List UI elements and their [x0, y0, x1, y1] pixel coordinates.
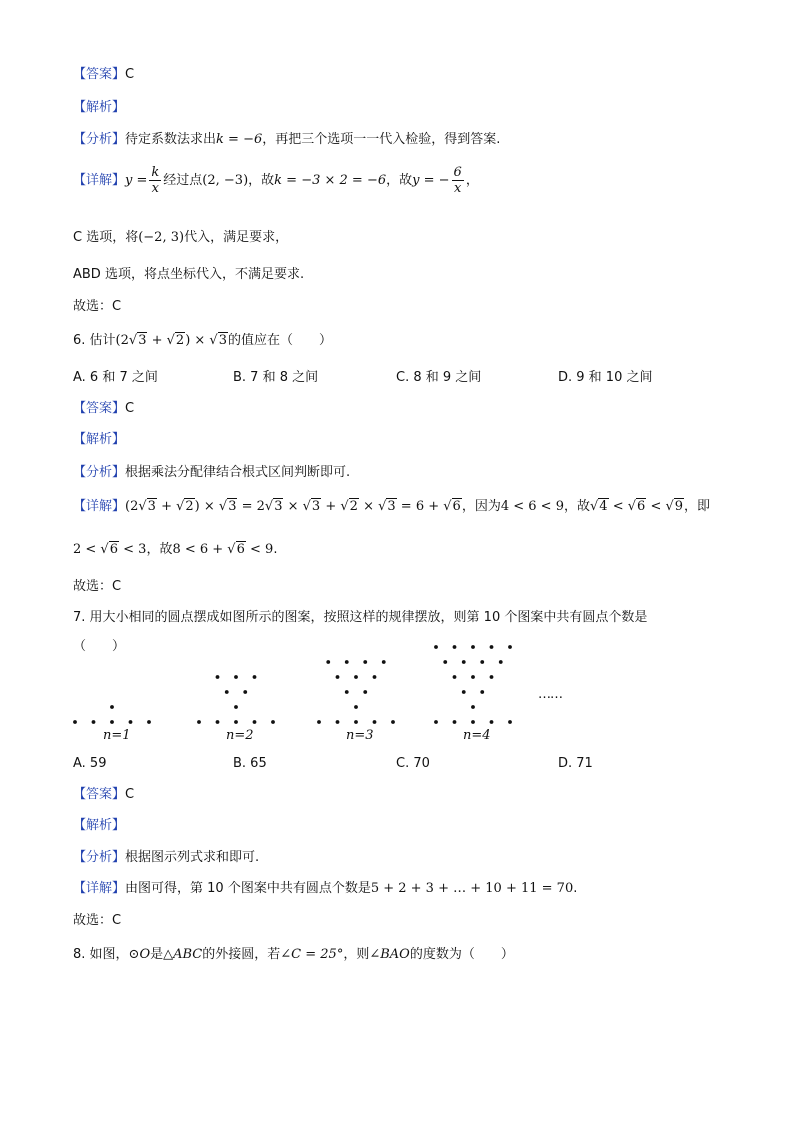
pattern-dot: [92, 720, 96, 724]
detail-end: .: [573, 881, 578, 896]
q7-stem-2: （ ）: [73, 639, 126, 654]
q7-stem: 7. 用大小相同的圆点摆成如图所示的图案，按照这样的规律摆放，则第 10 个图案中共有圆点个数是: [73, 610, 648, 625]
fenxi-text: 待定系数法求出: [125, 132, 217, 147]
pattern-dot: [471, 645, 475, 649]
q8-angle-bao: ∠BAO: [369, 947, 410, 962]
answer-value: C: [125, 67, 135, 82]
q7-option-b: B. 65: [233, 756, 267, 771]
q8-stem-text-5: 的度数为（ ）: [409, 947, 514, 962]
q7-option-a: A. 59: [73, 756, 107, 771]
pattern-dot: [443, 660, 447, 664]
q6-choose-line: 故选：C: [73, 579, 122, 594]
pattern-dot: [336, 675, 340, 679]
q6-range: 2 < √6 < 3: [73, 542, 147, 557]
pattern-dot: [373, 720, 377, 724]
pattern-dot: [253, 675, 257, 679]
answer-tag: 【答案】: [73, 67, 126, 82]
detail-text: 由图可得，第 10 个图案中共有圆点个数是: [125, 881, 371, 896]
pattern-dot: [110, 720, 114, 724]
q8-stem-text: 8. 如图，: [73, 947, 129, 962]
pattern-dot: [508, 645, 512, 649]
q7-option-d: D. 71: [558, 756, 593, 771]
q7-detail-line: [73, 880, 577, 898]
answer-tag: 【答案】: [73, 787, 126, 802]
detail-k-eq: k = −3 × 2 = −6: [274, 173, 387, 188]
pattern-dot: [508, 720, 512, 724]
pattern-dot: [253, 720, 257, 724]
pattern-dot: [453, 675, 457, 679]
pattern-label-4: n=4: [463, 728, 491, 743]
pattern-dot: [391, 720, 395, 724]
q7-analysis-line: [73, 817, 125, 835]
q5-abd-line: ABD 选项，将点坐标代入，不满足要求.: [73, 267, 305, 282]
pattern-dot: [336, 720, 340, 724]
fenxi-tag: 【分析】: [73, 850, 126, 865]
fraction-num: 6: [453, 165, 462, 180]
pattern-dot: [382, 660, 386, 664]
answer-value: C: [125, 787, 135, 802]
pattern-ellipsis: ……: [538, 687, 562, 702]
detail-y: y =: [125, 173, 148, 188]
pattern-dot: [326, 660, 330, 664]
pattern-dot: [225, 690, 229, 694]
pattern-dot: [471, 675, 475, 679]
pattern-dot: [434, 720, 438, 724]
analysis-tag: 【解析】: [73, 818, 126, 833]
pattern-dot: [490, 645, 494, 649]
q7-answer-line: [73, 786, 134, 804]
pattern-dot: [73, 720, 77, 724]
detail-y2: y = −: [412, 173, 450, 188]
pattern-dot: [490, 675, 494, 679]
q6-option-c: C. 8 和 9 之间: [396, 370, 482, 385]
q8-stem-text-4: ，则: [343, 947, 370, 962]
fenxi-text: 根据图示列式求和即可.: [125, 850, 260, 865]
pattern-dot: [129, 720, 133, 724]
fraction-num: k: [151, 165, 160, 180]
answer-value: C: [125, 401, 135, 416]
pattern-dot: [462, 690, 466, 694]
pattern-dot: [480, 660, 484, 664]
pattern-dot: [345, 660, 349, 664]
detail-math: 5 + 2 + 3 + … + 10 + 11 = 70: [370, 881, 574, 896]
q8-angle: ∠C = 25°: [280, 947, 344, 962]
pattern-dot: [499, 660, 503, 664]
q7-option-c: C. 70: [396, 756, 430, 771]
detail-pass: 经过点: [163, 173, 203, 188]
pattern-dot: [354, 675, 358, 679]
detail-ji: ，即: [684, 499, 711, 514]
c-line-text: C 选项，将: [73, 230, 139, 245]
pattern-dot: [234, 705, 238, 709]
detail-so2: ，故: [386, 173, 413, 188]
c-line-point: (−2, 3): [138, 230, 185, 245]
detail-so: ，故: [563, 499, 590, 514]
q6-stem-text: 6. 估计: [73, 333, 116, 348]
pattern-label-1: n=1: [103, 728, 131, 743]
pattern-dot: [243, 690, 247, 694]
q8-circle: ⊙O: [128, 947, 151, 962]
detail-because: ，因为: [461, 499, 501, 514]
fraction-den: x: [454, 181, 462, 196]
q6-option-d: D. 9 和 10 之间: [558, 370, 653, 385]
pattern-dot: [271, 720, 275, 724]
q8-stem-text-2: 是: [150, 947, 164, 962]
answer-tag: 【答案】: [73, 401, 126, 416]
pattern-dot: [216, 675, 220, 679]
pattern-dot: [363, 690, 367, 694]
q6-expression: (2√3 + √2) × √3: [115, 333, 227, 348]
q6-detail-line-2: 2 < √6 < 3，故8 < 6 + √6 < 9.: [73, 542, 278, 557]
pattern-dot: [490, 720, 494, 724]
pattern-dot: [197, 720, 201, 724]
pattern-dot: [462, 660, 466, 664]
pattern-label-2: n=2: [226, 728, 254, 743]
fenxi-tag: 【分析】: [73, 465, 126, 480]
pattern-label-3: n=3: [346, 728, 374, 743]
pattern-dot: [480, 690, 484, 694]
detail-so2: ，故: [146, 542, 173, 557]
detail-end: ，: [465, 173, 479, 188]
pattern-dot: [453, 645, 457, 649]
q7-fenxi-line: [73, 849, 259, 867]
pattern-dot: [147, 720, 151, 724]
q6-option-a: A. 6 和 7 之间: [73, 370, 158, 385]
fraction-den: x: [151, 181, 159, 196]
pattern-dot: [471, 720, 475, 724]
pattern-dot: [471, 705, 475, 709]
q8-triangle: △ABC: [163, 947, 203, 962]
analysis-tag: 【解析】: [73, 100, 126, 115]
pattern-dot: [110, 705, 114, 709]
fenxi-text: 根据乘法分配律结合根式区间判断即可.: [125, 465, 351, 480]
pattern-dot: [345, 690, 349, 694]
pattern-dot: [354, 705, 358, 709]
detail-tag: 【详解】: [73, 881, 126, 896]
detail-point: (2, −3): [202, 173, 249, 188]
pattern-dot: [234, 720, 238, 724]
analysis-tag: 【解析】: [73, 432, 126, 447]
pattern-dot: [216, 720, 220, 724]
detail-ineq: 4 < 6 < 9: [500, 499, 564, 514]
detail-tag: 【详解】: [73, 173, 126, 188]
pattern-dot: [434, 645, 438, 649]
pattern-dot: [234, 675, 238, 679]
pattern-dot: [317, 720, 321, 724]
detail-tag: 【详解】: [73, 499, 126, 514]
c-line-text-2: 代入，满足要求，: [184, 230, 289, 245]
pattern-dot: [354, 720, 358, 724]
q6-sqrt-ineq: √4 < √6 < √9: [590, 499, 684, 514]
q5-choose-line: 故选：C: [73, 299, 122, 314]
pattern-dot: [453, 720, 457, 724]
q6-option-b: B. 7 和 8 之间: [233, 370, 319, 385]
detail-so: ，故: [248, 173, 275, 188]
q6-range-2: 8 < 6 + √6 < 9: [172, 542, 274, 557]
fenxi-text-2: ，再把三个选项一一代入检验，得到答案.: [262, 132, 501, 147]
q6-stem-text-2: 的值应在（ ）: [228, 333, 333, 348]
fenxi-tag: 【分析】: [73, 132, 126, 147]
q6-detail-expr: (2√3 + √2) × √3 = 2√3 × √3 + √2 × √3 = 6 + √6: [125, 499, 461, 514]
fenxi-math: k = −6: [216, 132, 263, 147]
pattern-dot: [373, 675, 377, 679]
q8-stem-text-3: 的外接圆，若: [202, 947, 281, 962]
q8-stem: [73, 946, 514, 964]
pattern-dot: [363, 660, 367, 664]
q7-choose-line: 故选：C: [73, 913, 122, 928]
